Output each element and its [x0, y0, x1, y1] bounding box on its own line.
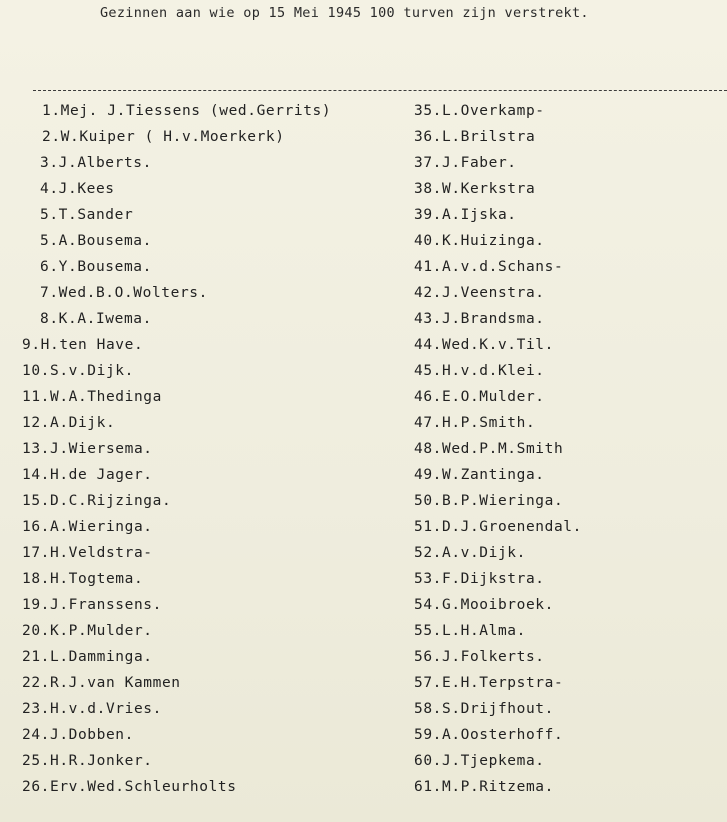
list-entry: 50.B.P.Wieringa.	[414, 493, 564, 509]
list-entry: 8.K.A.Iwema.	[40, 311, 152, 327]
list-entry: 57.E.H.Terpstra-	[414, 675, 564, 691]
list-entry: 13.J.Wiersema.	[22, 441, 153, 457]
list-entry: 15.D.C.Rijzinga.	[22, 493, 172, 509]
list-entry: 37.J.Faber.	[414, 155, 517, 171]
list-entry: 44.Wed.K.v.Til.	[414, 337, 554, 353]
list-entry: 55.L.H.Alma.	[414, 623, 526, 639]
list-entry: 54.G.Mooibroek.	[414, 597, 554, 613]
list-entry: 56.J.Folkerts.	[414, 649, 545, 665]
dashed-divider	[33, 90, 727, 91]
list-entry: 26.Erv.Wed.Schleurholts	[22, 779, 237, 795]
list-entry: 10.S.v.Dijk.	[22, 363, 134, 379]
list-entry: 39.A.Ijska.	[414, 207, 517, 223]
list-entry: 24.J.Dobben.	[22, 727, 134, 743]
list-entry: 52.A.v.Dijk.	[414, 545, 526, 561]
list-entry: 46.E.O.Mulder.	[414, 389, 545, 405]
list-entry: 6.Y.Bousema.	[40, 259, 152, 275]
list-entry: 20.K.P.Mulder.	[22, 623, 153, 639]
list-entry: 2.W.Kuiper ( H.v.Moerkerk)	[42, 129, 285, 145]
list-entry: 18.H.Togtema.	[22, 571, 144, 587]
list-entry: 12.A.Dijk.	[22, 415, 116, 431]
list-entry: 49.W.Zantinga.	[414, 467, 545, 483]
right-name-list	[414, 98, 714, 800]
list-entry: 38.W.Kerkstra	[414, 181, 536, 197]
list-entry: 14.H.de Jager.	[22, 467, 153, 483]
list-entry: 1.Mej. J.Tiessens (wed.Gerrits)	[42, 103, 332, 119]
document-title: Gezinnen aan wie op 15 Mei 1945 100 turven zijn verstrekt.	[100, 5, 589, 21]
list-entry: 25.H.R.Jonker.	[22, 753, 153, 769]
list-entry: 5.T.Sander	[40, 207, 134, 223]
list-entry: 61.M.P.Ritzema.	[414, 779, 554, 795]
list-entry: 36.L.Brilstra	[414, 129, 536, 145]
list-entry: 60.J.Tjepkema.	[414, 753, 545, 769]
list-entry: 3.J.Alberts.	[40, 155, 152, 171]
list-entry: 23.H.v.d.Vries.	[22, 701, 162, 717]
list-entry: 43.J.Brandsma.	[414, 311, 545, 327]
list-entry: 7.Wed.B.O.Wolters.	[40, 285, 208, 301]
list-entry: 51.D.J.Groenendal.	[414, 519, 582, 535]
left-name-list	[18, 98, 398, 800]
list-entry: 42.J.Veenstra.	[414, 285, 545, 301]
list-entry: 21.L.Damminga.	[22, 649, 153, 665]
list-entry: 11.W.A.Thedinga	[22, 389, 162, 405]
list-entry: 48.Wed.P.M.Smith	[414, 441, 564, 457]
list-entry: 19.J.Franssens.	[22, 597, 162, 613]
list-entry: 16.A.Wieringa.	[22, 519, 153, 535]
list-entry: 5.A.Bousema.	[40, 233, 152, 249]
list-entry: 4.J.Kees	[40, 181, 115, 197]
list-entry: 40.K.Huizinga.	[414, 233, 545, 249]
list-entry: 45.H.v.d.Klei.	[414, 363, 545, 379]
list-entry: 9.H.ten Have.	[22, 337, 144, 353]
list-entry: 35.L.Overkamp-	[414, 103, 545, 119]
list-entry: 59.A.Oosterhoff.	[414, 727, 564, 743]
list-entry: 58.S.Drijfhout.	[414, 701, 554, 717]
list-entry: 47.H.P.Smith.	[414, 415, 536, 431]
list-entry: 53.F.Dijkstra.	[414, 571, 545, 587]
list-entry: 22.R.J.van Kammen	[22, 675, 181, 691]
list-entry: 41.A.v.d.Schans-	[414, 259, 564, 275]
list-entry: 17.H.Veldstra-	[22, 545, 153, 561]
